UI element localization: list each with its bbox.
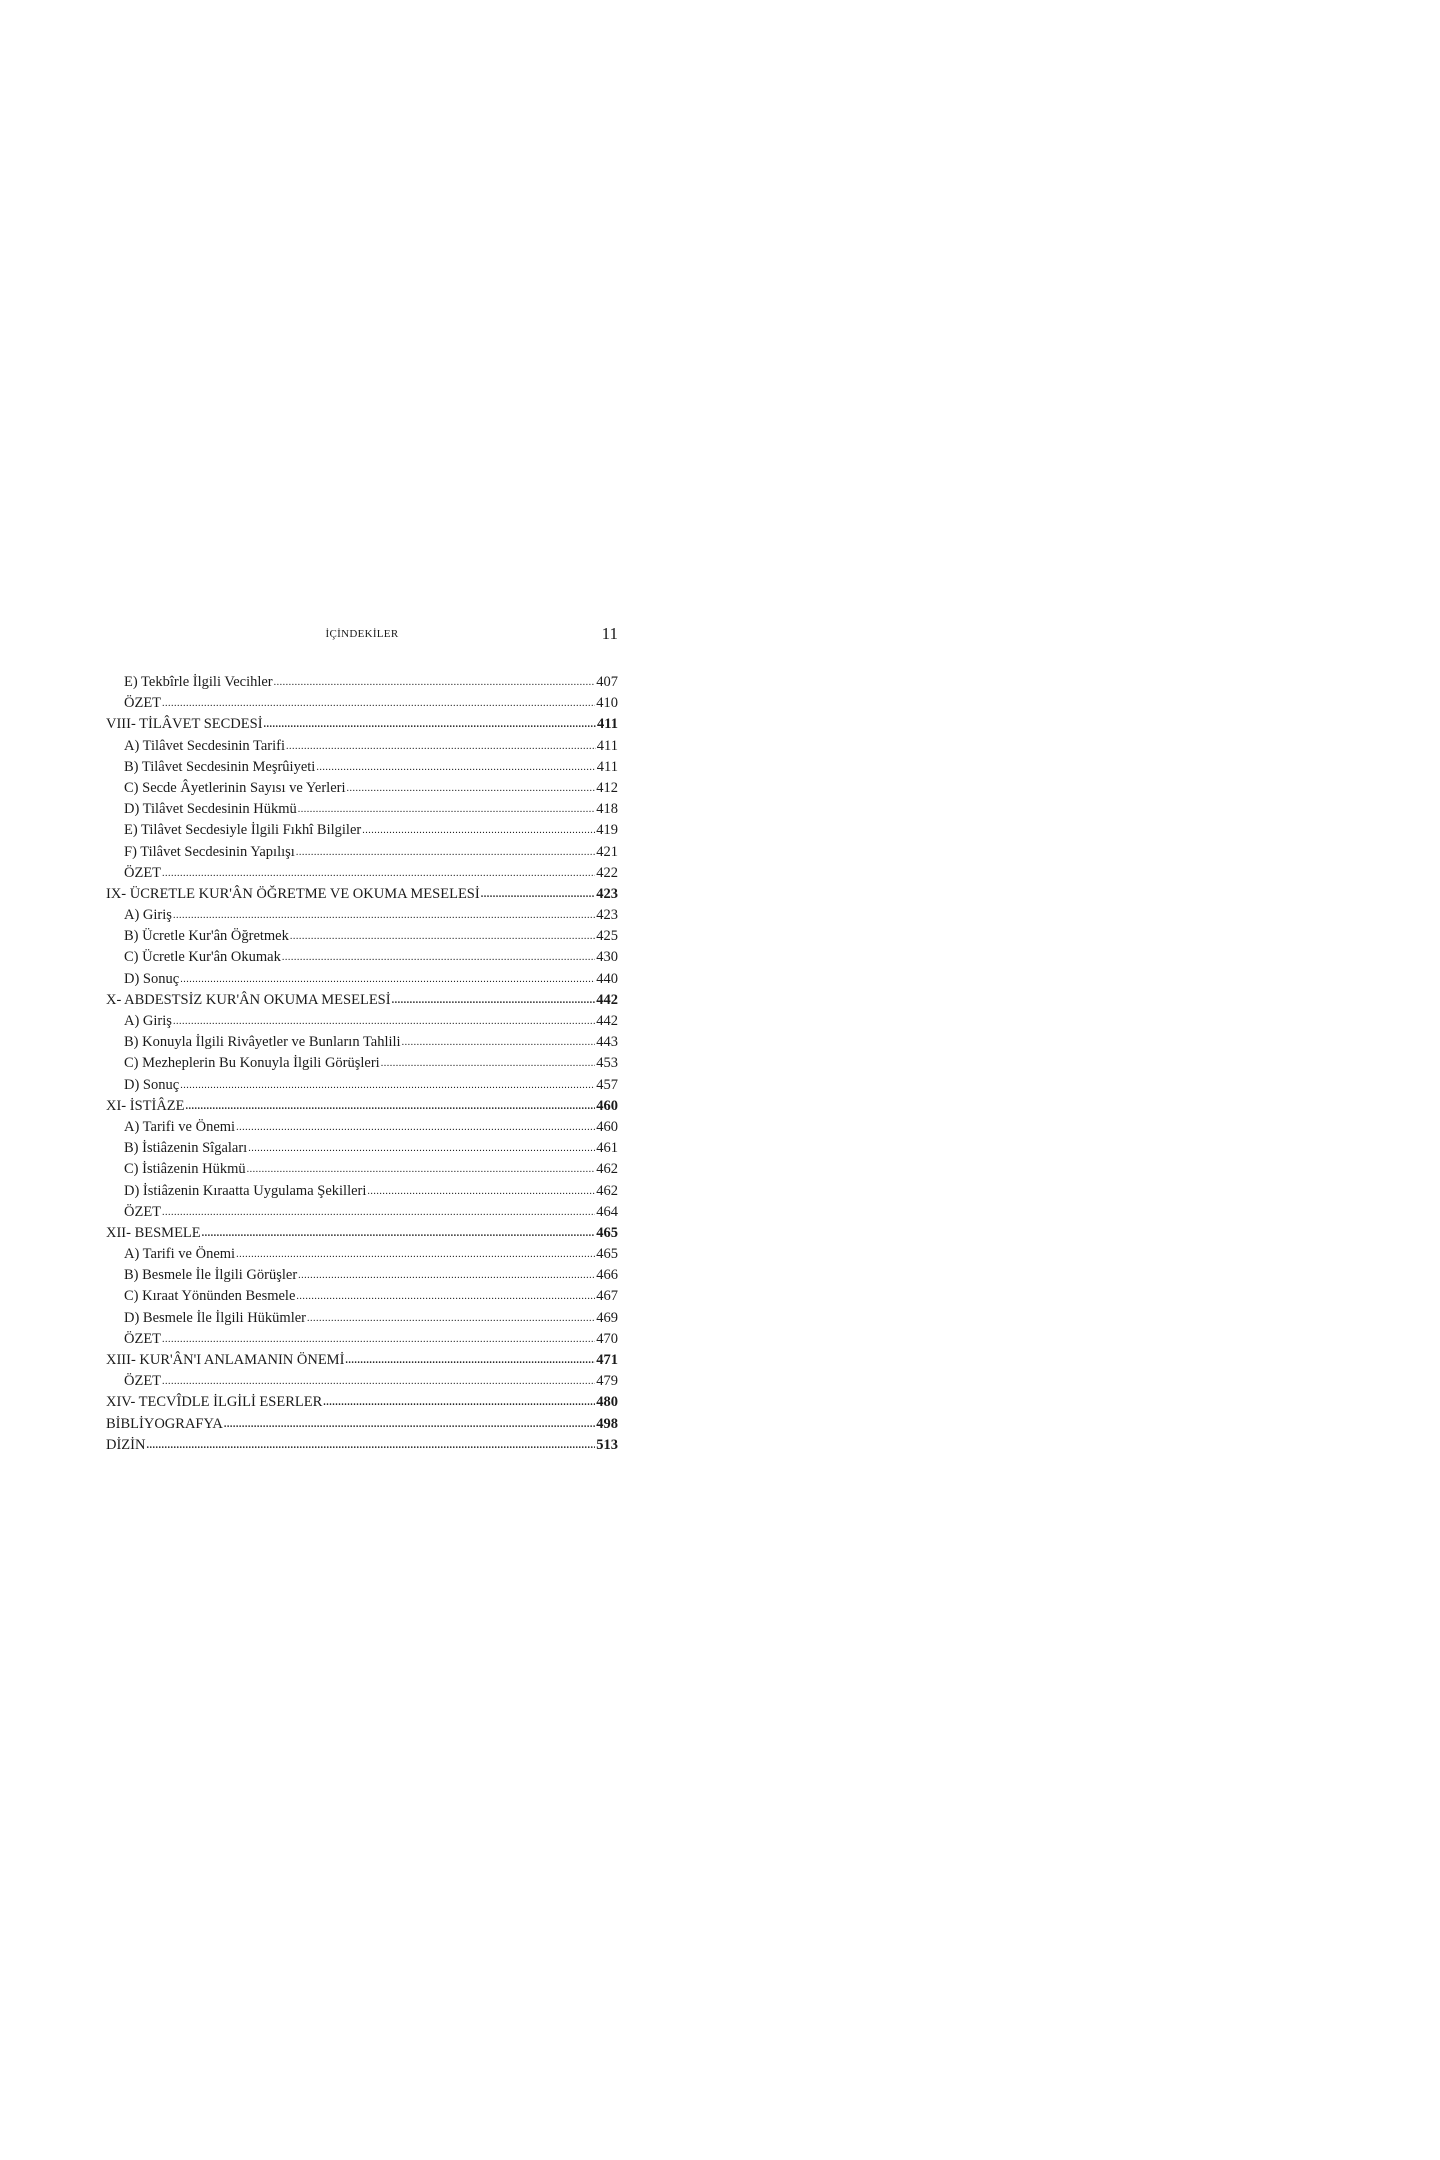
toc-entry — [106, 820, 618, 841]
dot-leader — [290, 925, 595, 947]
running-title: İÇİNDEKİLER — [325, 628, 399, 640]
toc-entry-title: BİBLİYOGRAFYA — [106, 1415, 223, 1432]
toc-entry-title: B) İstiâzenin Sîgaları — [124, 1140, 248, 1157]
dot-leader — [347, 777, 596, 799]
toc-entry-title: ÖZET — [124, 1373, 162, 1390]
toc-entry — [106, 1032, 618, 1053]
toc-entry — [106, 990, 618, 1011]
toc-entry — [106, 672, 618, 693]
toc-entry-title: D) Sonuç — [124, 1076, 180, 1093]
toc-entry-page: 422 — [596, 864, 618, 881]
toc-entry-title: D) Sonuç — [124, 970, 180, 987]
toc-entry — [106, 714, 618, 735]
toc-entry — [106, 842, 618, 863]
dot-leader — [298, 1264, 595, 1286]
toc-entry — [106, 1075, 618, 1096]
toc-entry-title: A) Tarifi ve Önemi — [124, 1118, 236, 1135]
toc-entry-page: 443 — [596, 1034, 618, 1051]
dot-leader — [286, 735, 596, 757]
toc-entry-page: 423 — [596, 907, 618, 924]
toc-entry — [106, 1244, 618, 1265]
toc-entry-title: B) Konuyla İlgili Rivâyetler ve Bunların Tahlili — [124, 1034, 401, 1051]
dot-leader — [180, 1074, 595, 1096]
toc-entry-page: 462 — [596, 1182, 618, 1199]
toc-entry — [106, 1011, 618, 1032]
toc-entry — [106, 1096, 618, 1117]
toc-entry-page: 480 — [596, 1394, 618, 1411]
dot-leader — [186, 1095, 596, 1117]
toc-entry — [106, 693, 618, 714]
toc-entry-page: 411 — [596, 737, 618, 754]
dot-leader — [162, 692, 595, 714]
toc-entry-page: 440 — [596, 970, 618, 987]
toc-entry-title: C) İstiâzenin Hükmü — [124, 1161, 246, 1178]
toc-entry-page: 460 — [596, 1097, 618, 1114]
dot-leader — [392, 989, 596, 1011]
toc-entry-page: 418 — [596, 801, 618, 818]
toc-entry-title: C) Ücretle Kur'ân Okumak — [124, 949, 281, 966]
toc-entry-title: C) Mezheplerin Bu Konuyla İlgili Görüşleri — [124, 1055, 380, 1072]
toc-entry-page: 430 — [596, 949, 618, 966]
toc-entry-page: 419 — [596, 822, 618, 839]
toc-entry-title: IX- ÜCRETLE KUR'ÂN ÖĞRETME VE OKUMA MESELESİ — [106, 885, 480, 902]
dot-leader — [282, 946, 595, 968]
toc-entry — [106, 757, 618, 778]
dot-leader — [202, 1222, 596, 1244]
toc-entry — [106, 799, 618, 820]
toc-entry-page: 407 — [596, 674, 618, 690]
dot-leader — [296, 1285, 595, 1307]
toc-entry-page: 513 — [596, 1436, 618, 1453]
toc-entry-title: D) Tilâvet Secdesinin Hükmü — [124, 801, 297, 818]
toc-entry — [106, 1159, 618, 1180]
toc-entry-title: E) Tekbîrle İlgili Vecihler — [124, 674, 273, 690]
toc-entry-title: C) Secde Âyetlerinin Sayısı ve Yerleri — [124, 779, 346, 796]
dot-leader — [248, 1137, 595, 1159]
toc-entry-title: F) Tilâvet Secdesinin Yapılışı — [124, 843, 295, 860]
toc-entry — [106, 1053, 618, 1074]
dot-leader — [274, 671, 596, 693]
toc-entry-title: XII- BESMELE — [106, 1224, 201, 1241]
page-number: 11 — [601, 624, 618, 643]
toc-entry — [106, 863, 618, 884]
toc-entry-page: 469 — [596, 1309, 618, 1326]
toc-entry — [106, 1329, 618, 1350]
toc-entry-page: 442 — [596, 991, 618, 1008]
toc-entry-title: ÖZET — [124, 1330, 162, 1347]
toc-entry-title: A) Giriş — [124, 907, 172, 924]
dot-leader — [307, 1307, 595, 1329]
toc-entry — [106, 736, 618, 757]
dot-leader — [162, 1201, 595, 1223]
toc-entry-page: 457 — [596, 1076, 618, 1093]
table-of-contents — [106, 672, 618, 1456]
toc-entry-page: 410 — [596, 695, 618, 712]
toc-entry-title: A) Giriş — [124, 1013, 172, 1029]
toc-entry-page: 464 — [596, 1203, 618, 1220]
toc-entry-page: 421 — [596, 843, 618, 860]
toc-entry — [106, 1392, 618, 1413]
toc-entry-title: B) Besmele İle İlgili Görüşler — [124, 1267, 298, 1284]
dot-leader — [162, 862, 595, 884]
dot-leader — [367, 1180, 595, 1202]
dot-leader — [381, 1052, 596, 1074]
toc-entry — [106, 969, 618, 990]
toc-entry-title: XI- İSTİÂZE — [106, 1097, 185, 1114]
dot-leader — [224, 1413, 595, 1435]
toc-entry — [106, 1202, 618, 1223]
toc-entry-page: 425 — [596, 928, 618, 945]
toc-entry — [106, 1138, 618, 1159]
toc-entry — [106, 1350, 618, 1371]
toc-entry-title: C) Kıraat Yönünden Besmele — [124, 1288, 296, 1305]
toc-entry-title: XIII- KUR'ÂN'I ANLAMANIN ÖNEMİ — [106, 1352, 345, 1368]
dot-leader — [173, 904, 595, 926]
toc-entry-page: 470 — [596, 1330, 618, 1347]
toc-entry-page: 462 — [596, 1161, 618, 1178]
dot-leader — [362, 819, 595, 841]
toc-entry-page: 498 — [596, 1415, 618, 1432]
dot-leader — [162, 1370, 595, 1392]
toc-entry — [106, 1371, 618, 1392]
toc-entry-title: XIV- TECVÎDLE İLGİLİ ESERLER — [106, 1394, 323, 1411]
toc-entry-page: 453 — [596, 1055, 618, 1072]
toc-entry — [106, 1435, 618, 1456]
toc-entry — [106, 1181, 618, 1202]
dot-leader — [264, 713, 597, 735]
dot-leader — [180, 968, 595, 990]
toc-entry — [106, 1308, 618, 1329]
dot-leader — [481, 883, 596, 905]
toc-entry-page: 412 — [596, 779, 618, 796]
dot-leader — [298, 798, 595, 820]
dot-leader — [345, 1349, 595, 1371]
toc-entry — [106, 926, 618, 947]
toc-entry-page: 467 — [596, 1288, 618, 1305]
toc-entry-page: 442 — [596, 1013, 618, 1029]
toc-entry-title: D) Besmele İle İlgili Hükümler — [124, 1309, 307, 1326]
toc-entry-page: 411 — [596, 758, 618, 775]
toc-entry — [106, 947, 618, 968]
toc-entry-page: 479 — [596, 1373, 618, 1390]
toc-entry — [106, 1286, 618, 1307]
toc-entry-page: 466 — [596, 1267, 618, 1284]
dot-leader — [323, 1391, 595, 1413]
toc-entry-page: 460 — [596, 1118, 618, 1135]
toc-entry-title: B) Ücretle Kur'ân Öğretmek — [124, 928, 289, 945]
toc-entry-page: 411 — [597, 716, 618, 733]
toc-entry-page: 465 — [596, 1224, 618, 1241]
toc-entry — [106, 884, 618, 905]
toc-entry-title: ÖZET — [124, 864, 162, 881]
dot-leader — [146, 1434, 595, 1456]
toc-entry — [106, 1117, 618, 1138]
toc-entry — [106, 1414, 618, 1435]
dot-leader — [247, 1158, 596, 1180]
dot-leader — [162, 1328, 595, 1350]
page-header — [106, 624, 618, 648]
toc-entry-page: 465 — [596, 1246, 618, 1263]
toc-entry-page: 461 — [596, 1140, 618, 1157]
toc-entry-title: X- ABDESTSİZ KUR'ÂN OKUMA MESELESİ — [106, 991, 391, 1008]
dot-leader — [173, 1010, 595, 1032]
toc-entry-title: ÖZET — [124, 695, 162, 712]
dot-leader — [296, 841, 595, 863]
dot-leader — [402, 1031, 596, 1053]
toc-entry-title: ÖZET — [124, 1203, 162, 1220]
toc-entry — [106, 905, 618, 926]
toc-entry-title: B) Tilâvet Secdesinin Meşrûiyeti — [124, 758, 316, 775]
dot-leader — [236, 1116, 595, 1138]
toc-entry-title: E) Tilâvet Secdesiyle İlgili Fıkhî Bilgiler — [124, 822, 362, 839]
toc-entry-title: DİZİN — [106, 1436, 146, 1453]
toc-entry-page: 471 — [596, 1352, 618, 1368]
toc-entry-title: A) Tarifi ve Önemi — [124, 1246, 236, 1263]
dot-leader — [236, 1243, 595, 1265]
toc-entry — [106, 778, 618, 799]
toc-entry-title: A) Tilâvet Secdesinin Tarifi — [124, 737, 286, 754]
toc-entry-title: D) İstiâzenin Kıraatta Uygulama Şekilleri — [124, 1182, 367, 1199]
toc-entry — [106, 1265, 618, 1286]
toc-entry-page: 423 — [596, 885, 618, 902]
toc-entry — [106, 1223, 618, 1244]
toc-entry-title: VIII- TİLÂVET SECDESİ — [106, 716, 263, 733]
dot-leader — [316, 756, 595, 778]
